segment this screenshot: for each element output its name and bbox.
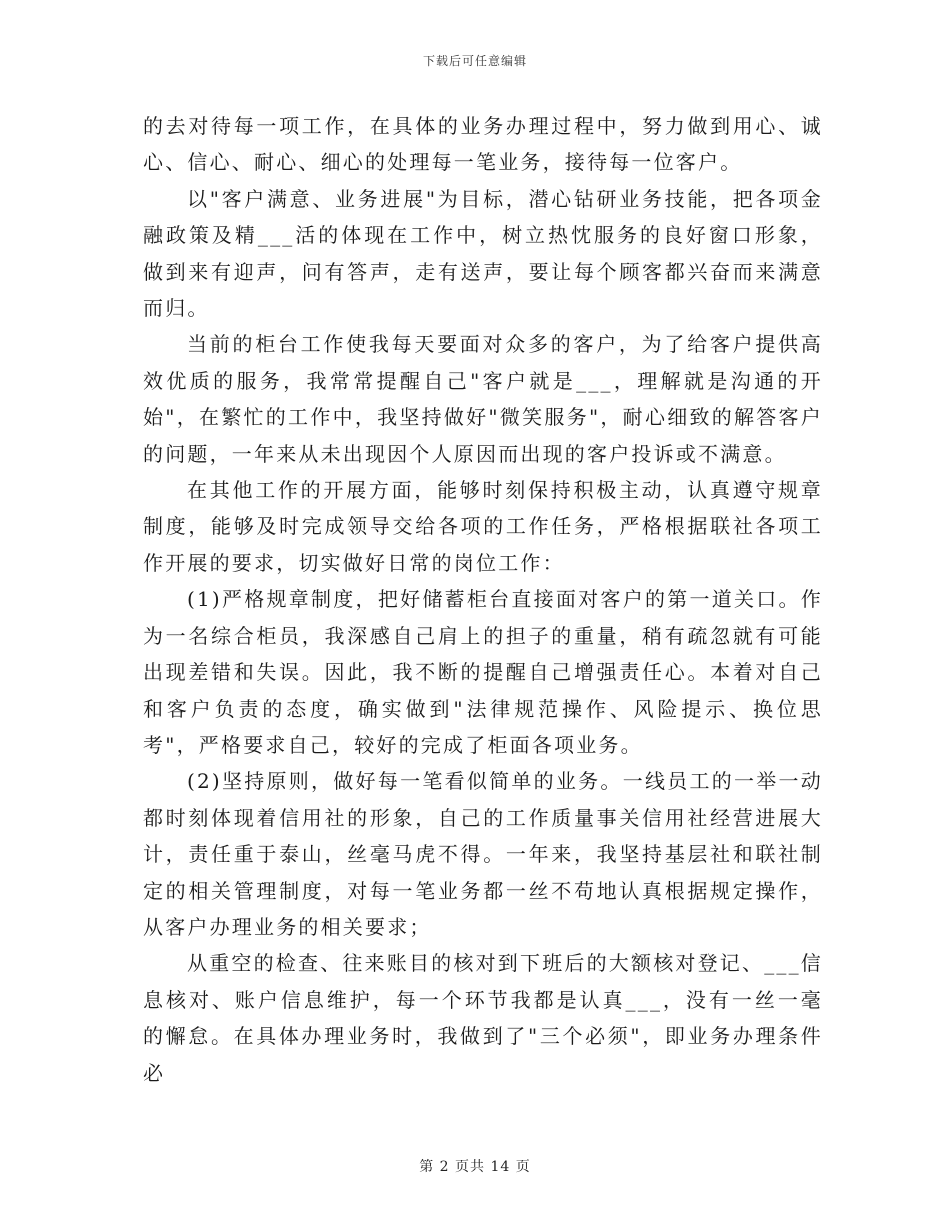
page-number-footer: 第 2 页共 14 页 bbox=[419, 1159, 531, 1175]
paragraph-2: 以"客户满意、业务进展"为目标，潜心钻研业务技能，把各项金融政策及精___活的体现在工作中，树立热忱服务的良好窗口形象，做到来有迎声，问有答声，走有送声，要让每个顾客都兴奋而来满意而归。 bbox=[143, 186, 823, 321]
paragraph-4: 在其他工作的开展方面，能够时刻保持积极主动，认真遵守规章制度，能够及时完成领导交给各项的工作任务，严格根据联社各项工作开展的要求，切实做好日常的岗位工作： bbox=[143, 478, 823, 575]
paragraph-1: 的去对待每一项工作，在具体的业务办理过程中，努力做到用心、诚心、信心、耐心、细心的处理每一笔业务，接待每一位客户。 bbox=[143, 114, 823, 175]
paragraph-7: 从重空的检查、往来账目的核对到下班后的大额核对登记、___信息核对、账户信息维护，每一个环节我都是认真___，没有一丝一毫的懈怠。在具体办理业务时，我做到了"三个必须"，即业务办理条件必 bbox=[143, 951, 823, 1085]
paragraph-5: (1)严格规章制度，把好储蓄柜台直接面对客户的第一道关口。作为一名综合柜员，我深感自己肩上的担子的重量，稍有疏忽就有可能出现差错和失误。因此，我不断的提醒自己增强责任心。本着对自己和客户负责的态度，确实做到"法律规范操作、风险提示、换位思考"，严格要求自己，较好的完成了柜面各项业务。 bbox=[143, 587, 823, 757]
document-body bbox=[143, 108, 823, 1091]
paragraph-3: 当前的柜台工作使我每天要面对众多的客户，为了给客户提供高效优质的服务，我常常提醒自己"客户就是___，理解就是沟通的开始"，在繁忙的工作中，我坚持做好"微笑服务"，耐心细致的解答客户的问题，一年来从未出现因个人原因而出现的客户投诉或不满意。 bbox=[143, 332, 823, 466]
paragraph-6: (2)坚持原则，做好每一笔看似简单的业务。一线员工的一举一动都时刻体现着信用社的形象，自己的工作质量事关信用社经营进展大计，责任重于泰山，丝毫马虎不得。一年来，我坚持基层社和联社制定的相关管理制度，对每一笔业务都一丝不苟地认真根据规定操作，从客户办理业务的相关要求； bbox=[143, 769, 823, 939]
page-header: 下载后可任意编辑 bbox=[422, 54, 527, 68]
